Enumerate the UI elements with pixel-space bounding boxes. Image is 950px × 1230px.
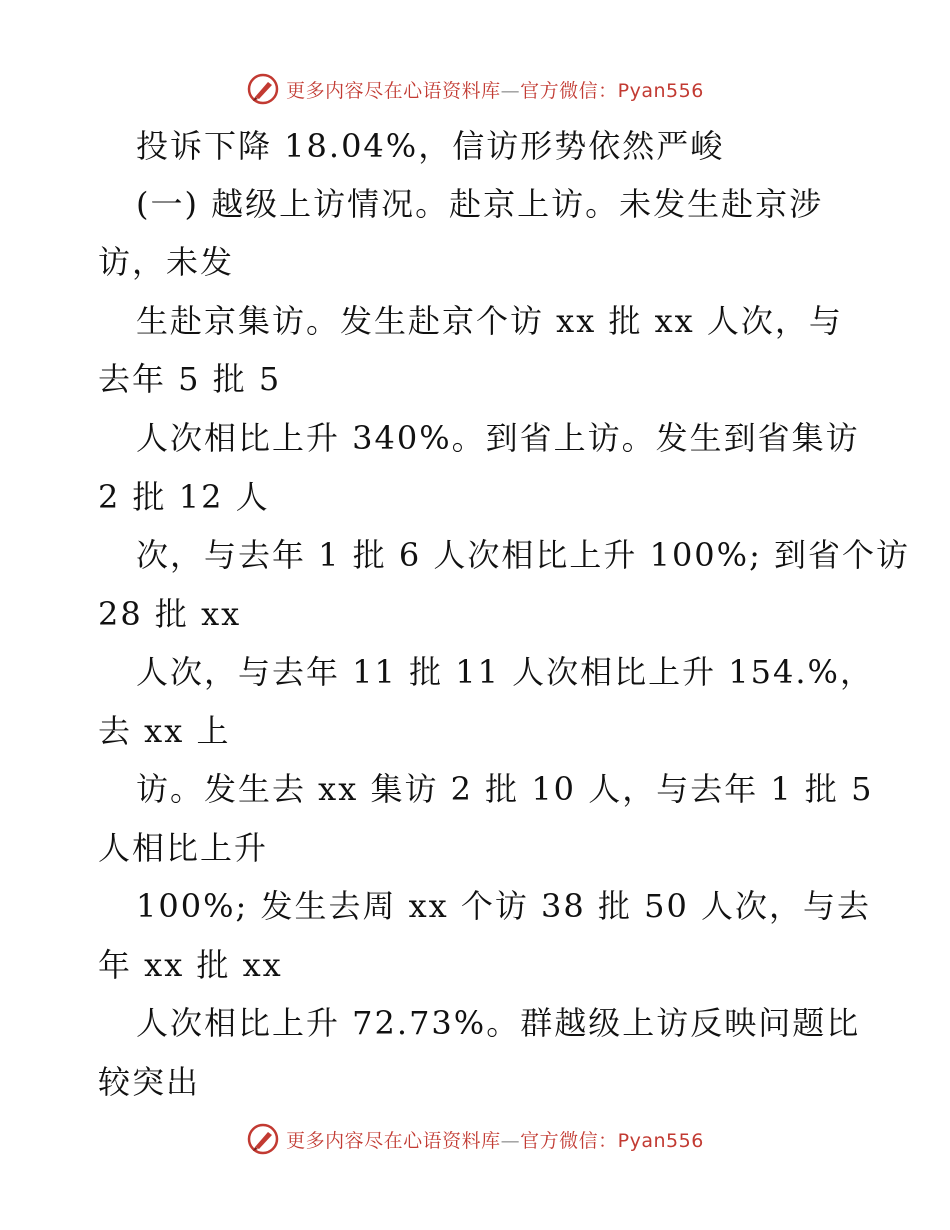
text-line: 人相比上升 [98,829,269,867]
banner-title: 更多内容尽在心语资料库 [286,79,501,102]
banner-title: 更多内容尽在心语资料库 [286,1129,501,1152]
text-line: 28 批 xx [98,595,242,633]
text-line: 去 xx 上 [98,712,231,750]
text-line: 访。发生去 xx 集访 2 批 10 人，与去年 1 批 5 [136,770,874,808]
text-line: 较突出 [98,1063,201,1101]
text-line: 人次相比上升 72.73%。群越级上访反映问题比 [136,1004,861,1042]
pen-logo-icon [246,1122,280,1156]
banner-wechat: 官方微信：Pyan556 [520,79,704,102]
banner-wechat: 官方微信：Pyan556 [520,1129,704,1152]
banner-text [286,1126,704,1153]
text-line: 年 xx 批 xx [98,946,283,984]
text-line: 投诉下降 18.04%，信访形势依然严峻 [136,127,725,165]
banner-separator: — [500,1129,521,1152]
text-line: (一) 越级上访情况。赴京上访。未发生赴京涉 [136,185,824,223]
text-line: 生赴京集访。发生赴京个访 xx 批 xx 人次，与 [136,302,843,340]
text-line: 人次，与去年 11 批 11 人次相比上升 154.%， [136,653,874,691]
footer-banner [0,1122,950,1156]
text-line: 访，未发 [98,243,235,281]
text-line: 去年 5 批 5 [98,360,282,398]
text-line: 次，与去年 1 批 6 人次相比上升 100%; 到省个访 [136,536,911,574]
text-line: 2 批 12 人 [98,478,270,516]
banner-separator: — [500,79,521,102]
text-line: 人次相比上升 340%。到省上访。发生到省集访 [136,419,860,457]
text-line: 100%; 发生去周 xx 个访 38 批 50 人次，与去 [136,887,872,925]
